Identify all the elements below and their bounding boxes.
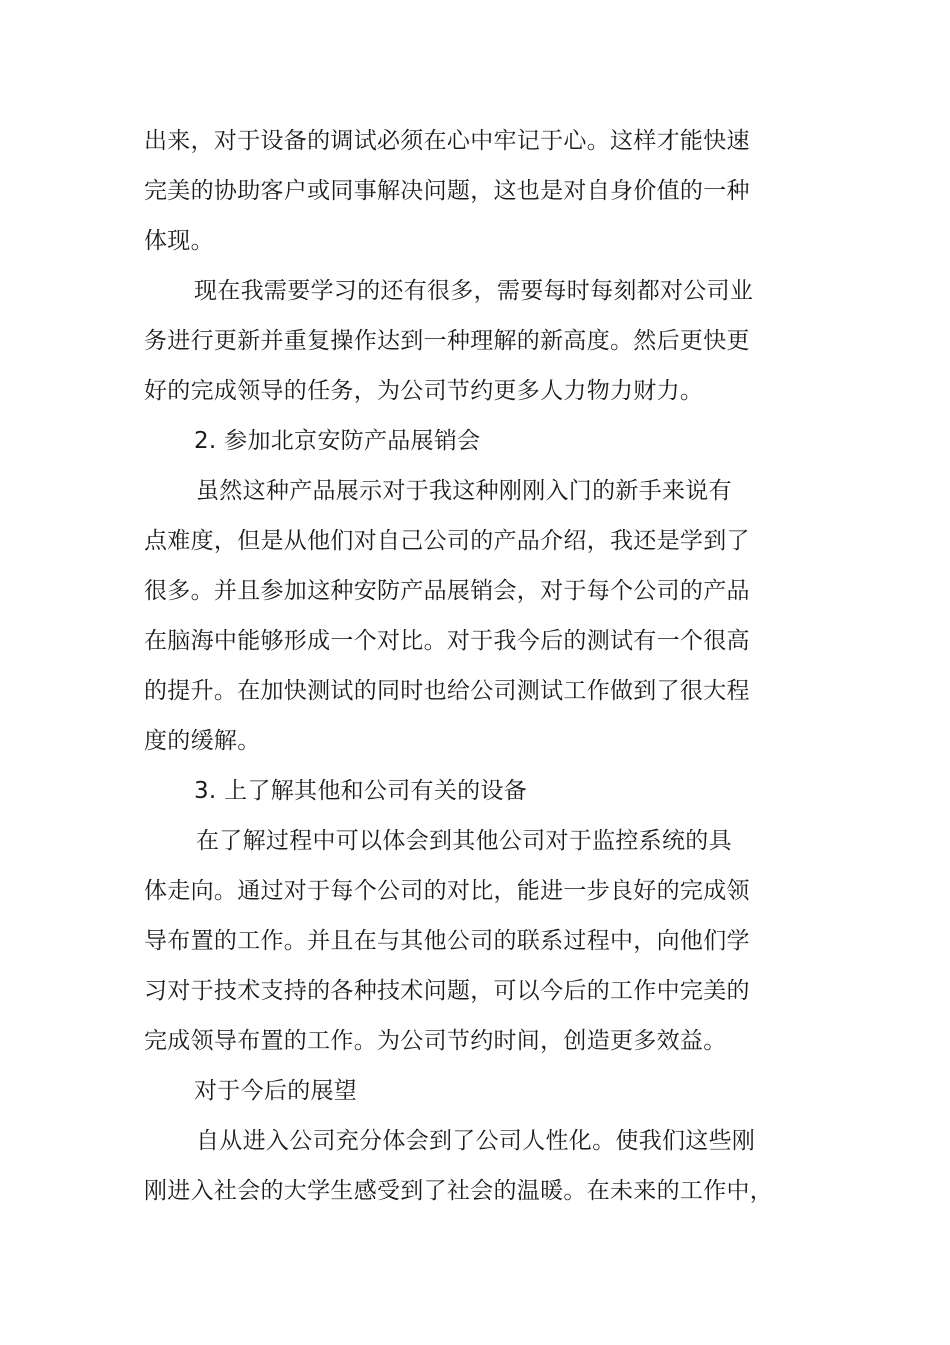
paragraph-first-line: 自从进入公司充分体会到了公司人性化。使我们这些刚	[196, 1128, 756, 1154]
text-line: 习对于技术支持的各种技术问题，可以今后的工作中完美的	[144, 978, 750, 1004]
section-heading: 对于今后的展望	[194, 1078, 358, 1104]
paragraph-first-line: 现在我需要学习的还有很多，需要每时每刻都对公司业	[194, 278, 754, 304]
text-line: 在脑海中能够形成一个对比。对于我今后的测试有一个很高	[144, 628, 750, 654]
paragraph-first-line: 虽然这种产品展示对于我这种刚刚入门的新手来说有	[196, 478, 732, 504]
text-line: 度的缓解。	[144, 728, 261, 754]
text-line: 很多。并且参加这种安防产品展销会，对于每个公司的产品	[144, 578, 750, 604]
text-line: 的提升。在加快测试的同时也给公司测试工作做到了很大程	[144, 678, 750, 704]
section-heading: 3. 上了解其他和公司有关的设备	[194, 778, 528, 804]
text-line: 出来，对于设备的调试必须在心中牢记于心。这样才能快速	[144, 128, 750, 154]
text-line: 点难度，但是从他们对自己公司的产品介绍，我还是学到了	[144, 528, 750, 554]
text-line: 刚进入社会的大学生感受到了社会的温暖。在未来的工作中，	[144, 1178, 774, 1204]
text-line: 体走向。通过对于每个公司的对比，能进一步良好的完成领	[144, 878, 750, 904]
text-line: 完美的协助客户或同事解决问题，这也是对自身价值的一种	[144, 178, 750, 204]
text-line: 完成领导布置的工作。为公司节约时间，创造更多效益。	[144, 1028, 727, 1054]
paragraph-first-line: 在了解过程中可以体会到其他公司对于监控系统的具	[196, 828, 732, 854]
section-heading: 2. 参加北京安防产品展销会	[194, 428, 481, 454]
text-line: 导布置的工作。并且在与其他公司的联系过程中，向他们学	[144, 928, 750, 954]
text-line: 好的完成领导的任务，为公司节约更多人力物力财力。	[144, 378, 704, 404]
text-line: 体现。	[144, 228, 214, 254]
text-line: 务进行更新并重复操作达到一种理解的新高度。然后更快更	[144, 328, 750, 354]
